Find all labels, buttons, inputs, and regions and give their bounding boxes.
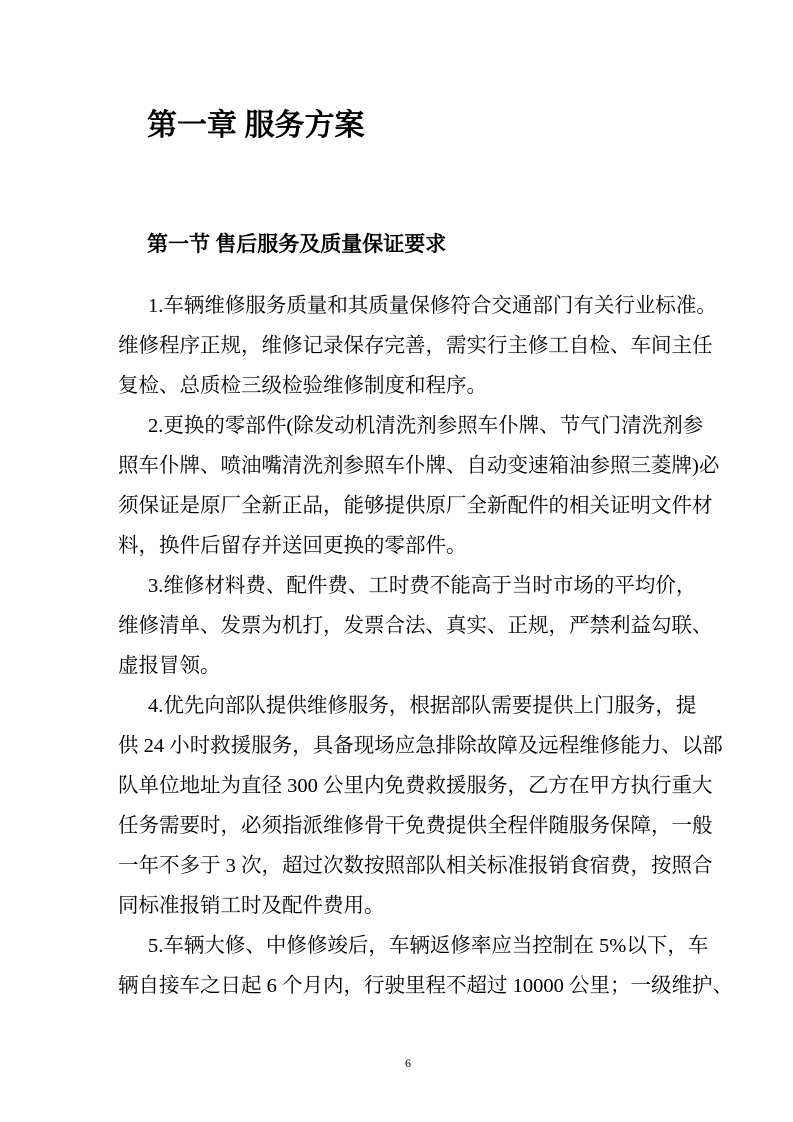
text-line: 3.维修材料费、配件费、工时费不能高于当时市场的平均价， — [148, 575, 697, 597]
text-line: 4.优先向部队提供维修服务，根据部队需要提供上门服务，提 — [148, 695, 697, 717]
text-line: 1.车辆维修服务质量和其质量保修符合交通部门有关行业标准。 — [148, 295, 717, 317]
document-body — [118, 286, 733, 1006]
text-line: 同标准报销工时及配件费用。 — [118, 895, 385, 917]
text-line: 队单位地址为直径 300 公里内免费救援服务，乙方在甲方执行重大 — [118, 775, 713, 797]
paragraph — [118, 286, 717, 406]
text-line: 一年不多于 3 次，超过次数按照部队相关标准报销食宿费，按照合 — [118, 855, 713, 877]
text-line: 辆自接车之日起 6 个月内，行驶里程不超过 10000 公里；一级维护、 — [118, 975, 733, 997]
paragraph — [118, 566, 713, 686]
text-line: 5.车辆大修、中修修竣后，车辆返修率应当控制在 5%以下，车 — [148, 935, 709, 957]
chapter-title: 第一章 服务方案 — [147, 109, 365, 142]
text-line: 须保证是原厂全新正品，能够提供原厂全新配件的相关证明文件材 — [118, 495, 713, 517]
text-line: 任务需要时，必须指派维修骨干免费提供全程伴随服务保障，一般 — [118, 815, 713, 837]
text-line: 维修清单、发票为机打，发票合法、真实、正规，严禁利益勾联、 — [118, 615, 713, 637]
text-line: 料，换件后留存并送回更换的零部件。 — [118, 535, 467, 557]
text-line: 维修程序正规，维修记录保存完善，需实行主修工自检、车间主任 — [118, 335, 713, 357]
page-number: 6 — [405, 1056, 411, 1070]
text-line: 虚报冒领。 — [118, 655, 221, 677]
text-line: 复检、总质检三级检验维修制度和程序。 — [118, 375, 487, 397]
text-line: 2.更换的零部件(除发动机清洗剂参照车仆牌、节气门清洗剂参 — [148, 415, 704, 437]
text-line: 供 24 小时救援服务，具备现场应急排除故障及远程维修能力、以部 — [118, 735, 723, 757]
section-title: 第一节 售后服务及质量保证要求 — [147, 232, 447, 256]
paragraph — [118, 686, 723, 926]
paragraph — [118, 406, 720, 566]
text-line: 照车仆牌、喷油嘴清洗剂参照车仆牌、自动变速箱油参照三菱牌)必 — [118, 455, 720, 477]
paragraph — [118, 926, 733, 1006]
